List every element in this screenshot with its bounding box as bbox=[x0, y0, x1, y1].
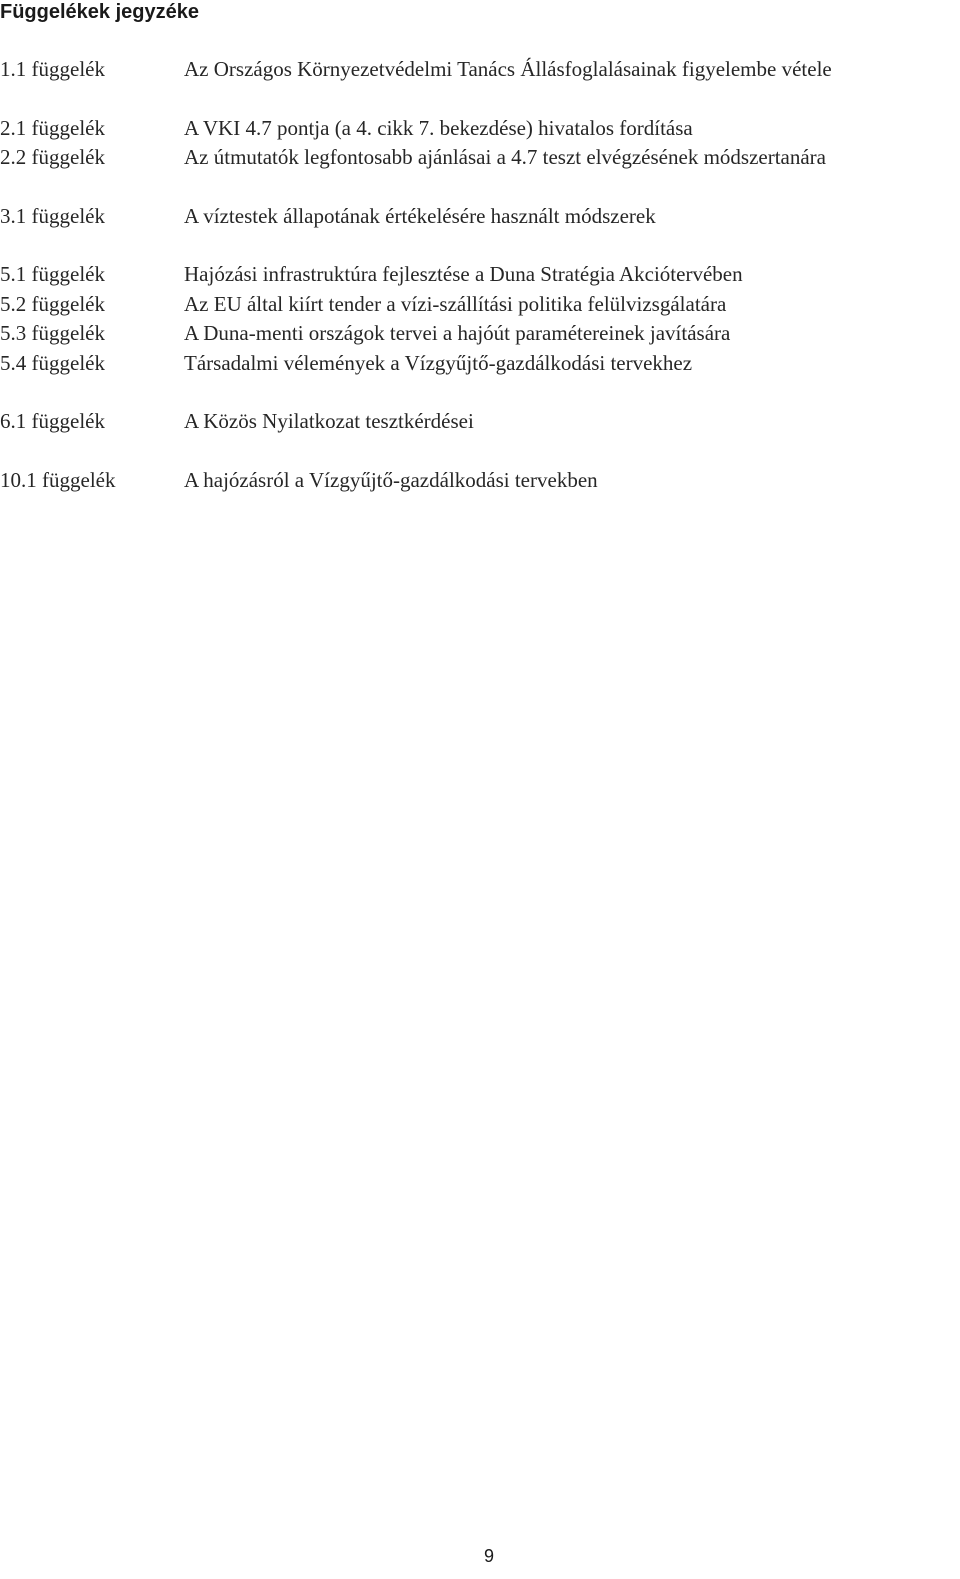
appendix-title: A Duna-menti országok tervei a hajóút paramétereinek javítására bbox=[184, 321, 731, 345]
appendix-number: 6.1 függelék bbox=[0, 409, 105, 433]
page-number: 9 bbox=[484, 1546, 495, 1566]
page-title: Függelékek jegyzéke bbox=[0, 1, 199, 23]
appendix-entry bbox=[0, 142, 960, 172]
appendix-title: A VKI 4.7 pontja (a 4. cikk 7. bekezdése) hivatalos fordítása bbox=[184, 116, 693, 140]
appendix-number: 5.2 függelék bbox=[0, 292, 105, 316]
appendix-title: Az Országos Környezetvédelmi Tanács Állásfoglalásainak figyelembe vétele bbox=[184, 57, 832, 81]
appendix-title: Az útmutatók legfontosabb ajánlásai a 4.7 teszt elvégzésének módszertanára bbox=[184, 145, 826, 169]
appendix-number: 1.1 függelék bbox=[0, 57, 105, 81]
appendix-number: 10.1 függelék bbox=[0, 468, 116, 492]
appendix-title: Társadalmi vélemények a Vízgyűjtő-gazdálkodási tervekhez bbox=[184, 351, 693, 375]
appendix-entry bbox=[0, 465, 960, 495]
appendix-number: 2.2 függelék bbox=[0, 145, 105, 169]
appendix-number: 5.1 függelék bbox=[0, 262, 105, 286]
appendix-entry bbox=[0, 54, 960, 84]
appendix-title: Hajózási infrastruktúra fejlesztése a Duna Stratégia Akciótervében bbox=[184, 262, 743, 286]
appendix-entry bbox=[0, 318, 960, 348]
appendix-entry bbox=[0, 406, 960, 436]
appendix-entry bbox=[0, 113, 960, 143]
appendix-entry bbox=[0, 259, 960, 289]
appendix-number: 5.4 függelék bbox=[0, 351, 105, 375]
appendix-entry bbox=[0, 201, 960, 231]
appendix-number: 3.1 függelék bbox=[0, 204, 105, 228]
appendix-entry bbox=[0, 289, 960, 319]
appendix-number: 5.3 függelék bbox=[0, 321, 105, 345]
appendix-title: A Közös Nyilatkozat tesztkérdései bbox=[184, 409, 474, 433]
appendix-number: 2.1 függelék bbox=[0, 116, 105, 140]
appendix-title: A víztestek állapotának értékelésére használt módszerek bbox=[184, 204, 656, 228]
appendix-title: Az EU által kiírt tender a vízi-szállítási politika felülvizsgálatára bbox=[184, 292, 727, 316]
appendix-title: A hajózásról a Vízgyűjtő-gazdálkodási tervekben bbox=[184, 468, 598, 492]
appendix-entry bbox=[0, 348, 960, 378]
